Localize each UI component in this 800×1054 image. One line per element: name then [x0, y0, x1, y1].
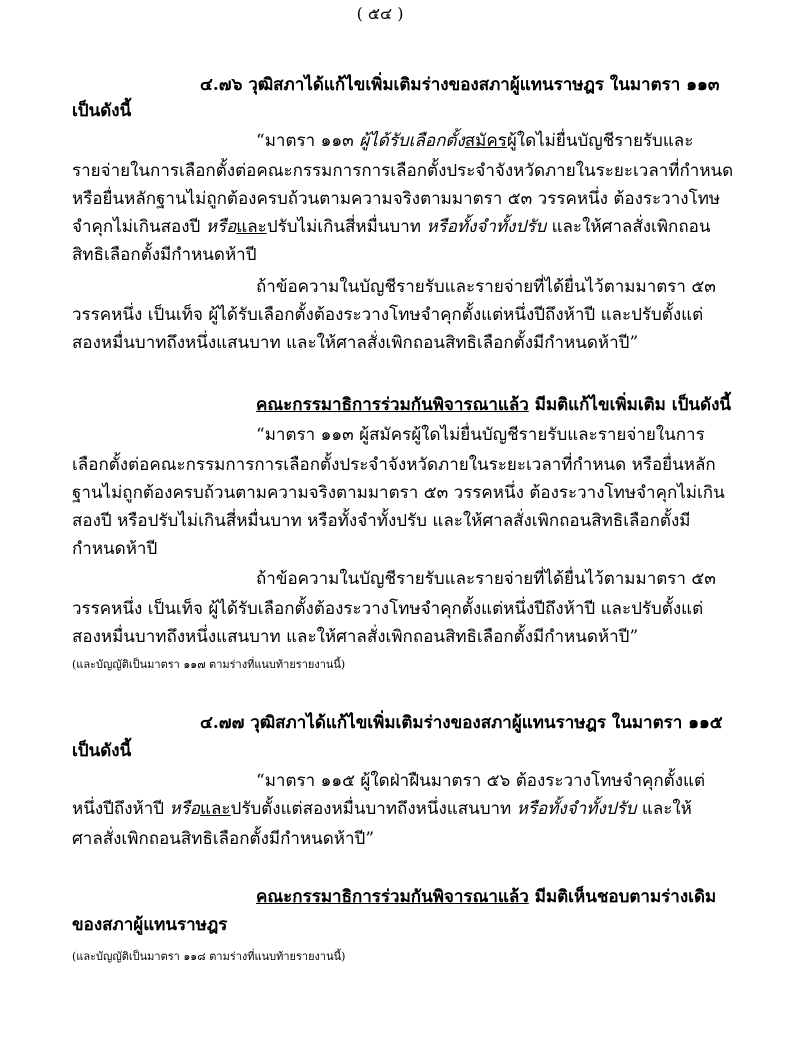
struck-text: หรือทั้งจำทั้งปรับ	[426, 217, 547, 237]
text-fragment: หนึ่งปีถึงห้าปี	[72, 799, 165, 819]
committee-477-heading-underlined: คณะกรรมาธิการร่วมกันพิจารณาแล้ว	[256, 887, 529, 907]
text-fragment: และให้	[641, 799, 692, 819]
section-477-note: (และบัญญัติเป็นมาตรา ๑๑๘ ตามร่างที่แนบท้ายรายงานนี้)	[72, 950, 346, 963]
struck-text: หรือ	[205, 217, 237, 237]
inserted-text: และ	[236, 217, 267, 237]
struck-text: หรือทั้งจำทั้งปรับ	[516, 799, 637, 819]
inserted-text: สมัคร	[464, 131, 507, 151]
senate-476-line-4	[72, 216, 710, 238]
committee-476-heading-underlined: คณะกรรมาธิการร่วมกันพิจารณาแล้ว	[256, 395, 529, 415]
senate-477-line-1: “มาตรา ๑๑๕ ผู้ใดฝ่าฝืนมาตรา ๕๖ ต้องระวางโทษจำคุกตั้งแต่	[256, 771, 705, 791]
committee-477-heading	[256, 886, 716, 908]
senate-476-line-5: สิทธิเลือกตั้งมีกำหนดห้าปี	[72, 245, 257, 265]
text-fragment: จำคุกไม่เกินสองปี	[72, 217, 201, 237]
committee-477-heading-cont: ของสภาผู้แทนราษฎร	[72, 915, 228, 935]
section-477-heading-cont: เป็นดังนี้	[72, 741, 132, 761]
committee-476-line-2: เลือกตั้งต่อคณะกรรมการการเลือกตั้งประจำจังหวัดภายในระยะเวลาที่กำหนด หรือยื่นหลัก	[72, 455, 716, 475]
committee-476-line-3: ฐานไม่ถูกต้องครบถ้วนตามความจริงตามมาตรา ๕๓ วรรคหนึ่ง ต้องระวางโทษจำคุกไม่เกิน	[72, 483, 725, 503]
committee-476-heading	[256, 394, 731, 416]
text-fragment: และให้ศาลสั่งเพิกถอน	[551, 217, 711, 237]
committee-476-p2-line-2: วรรคหนึ่ง เป็นเท็จ ผู้ได้รับเลือกตั้งต้องระวางโทษจำคุกตั้งแต่หนึ่งปีถึงห้าปี และปรับตั้งแต่	[72, 599, 704, 619]
committee-476-p2-line-3: สองหมื่นบาทถึงหนึ่งแสนบาท และให้ศาลสั่งเพิกถอนสิทธิเลือกตั้งมีกำหนดห้าปี”	[72, 627, 639, 647]
committee-476-p2-line-1: ถ้าข้อความในบัญชีรายรับและรายจ่ายที่ได้ยื่นไว้ตามมาตรา ๕๓	[256, 569, 716, 589]
senate-476-line-3: หรือยื่นหลักฐานไม่ถูกต้องครบถ้วนตามความจริงตามมาตรา ๕๓ วรรคหนึ่ง ต้องระวางโทษ	[72, 189, 721, 209]
senate-476-line-1	[256, 130, 693, 152]
section-476-heading-cont: เป็นดังนี้	[72, 101, 132, 121]
section-476-note: (และบัญญัติเป็นมาตรา ๑๑๗ ตามร่างที่แนบท้ายรายงานนี้)	[72, 658, 346, 671]
committee-476-line-4: สองปี หรือปรับไม่เกินสี่หมื่นบาท หรือทั้งจำทั้งปรับ และให้ศาลสั่งเพิกถอนสิทธิเลือกตั้งมี	[72, 511, 691, 531]
senate-476-prefix: “มาตรา ๑๑๓	[256, 131, 354, 151]
inserted-text: และ	[200, 799, 231, 819]
struck-text: หรือ	[169, 799, 201, 819]
section-477-heading: ๔.๗๗ วุฒิสภาได้แก้ไขเพิ่มเติมร่างของสภาผู้แทนราษฎร ในมาตรา ๑๑๕	[200, 713, 723, 733]
committee-476-line-1: “มาตรา ๑๑๓ ผู้สมัครผู้ใดไม่ยื่นบัญชีรายรับและรายจ่ายในการ	[256, 425, 705, 445]
text-fragment: ปรับไม่เกินสี่หมื่นบาท	[266, 217, 421, 237]
senate-477-line-3: ศาลสั่งเพิกถอนสิทธิเลือกตั้งมีกำหนดห้าปี”	[72, 829, 375, 849]
committee-476-line-5: กำหนดห้าปี	[72, 539, 158, 559]
text-fragment: ปรับตั้งแต่สองหมื่นบาทถึงหนึ่งแสนบาท	[230, 799, 512, 819]
senate-476-p2-line-1: ถ้าข้อความในบัญชีรายรับและรายจ่ายที่ได้ยื่นไว้ตามมาตรา ๕๓	[256, 277, 716, 297]
committee-476-heading-rest: มีมติแก้ไขเพิ่มเติม เป็นดังนี้	[534, 395, 731, 415]
struck-text: ผู้ได้รับเลือกตั้ง	[359, 131, 465, 151]
senate-476-p2-line-3: สองหมื่นบาทถึงหนึ่งแสนบาท และให้ศาลสั่งเพิกถอนสิทธิเลือกตั้งมีกำหนดห้าปี”	[72, 333, 639, 353]
committee-477-heading-rest: มีมติเห็นชอบตามร่างเดิม	[534, 887, 717, 907]
senate-476-p2-line-2: วรรคหนึ่ง เป็นเท็จ ผู้ได้รับเลือกตั้งต้องระวางโทษจำคุกตั้งแต่หนึ่งปีถึงห้าปี และปรับตั้งแต่	[72, 305, 704, 325]
text-fragment: ผู้ใดไม่ยื่นบัญชีรายรับและ	[506, 131, 694, 151]
page-number: ( ๕๔ )	[356, 4, 404, 23]
senate-476-line-2: รายจ่ายในการเลือกตั้งต่อคณะกรรมการการเลือกตั้งประจำจังหวัดภายในระยะเวลาที่กำหนด	[72, 161, 734, 181]
senate-477-line-2	[72, 798, 692, 820]
section-476-heading: ๔.๗๖ วุฒิสภาได้แก้ไขเพิ่มเติมร่างของสภาผู้แทนราษฎร ในมาตรา ๑๑๓	[200, 75, 720, 95]
